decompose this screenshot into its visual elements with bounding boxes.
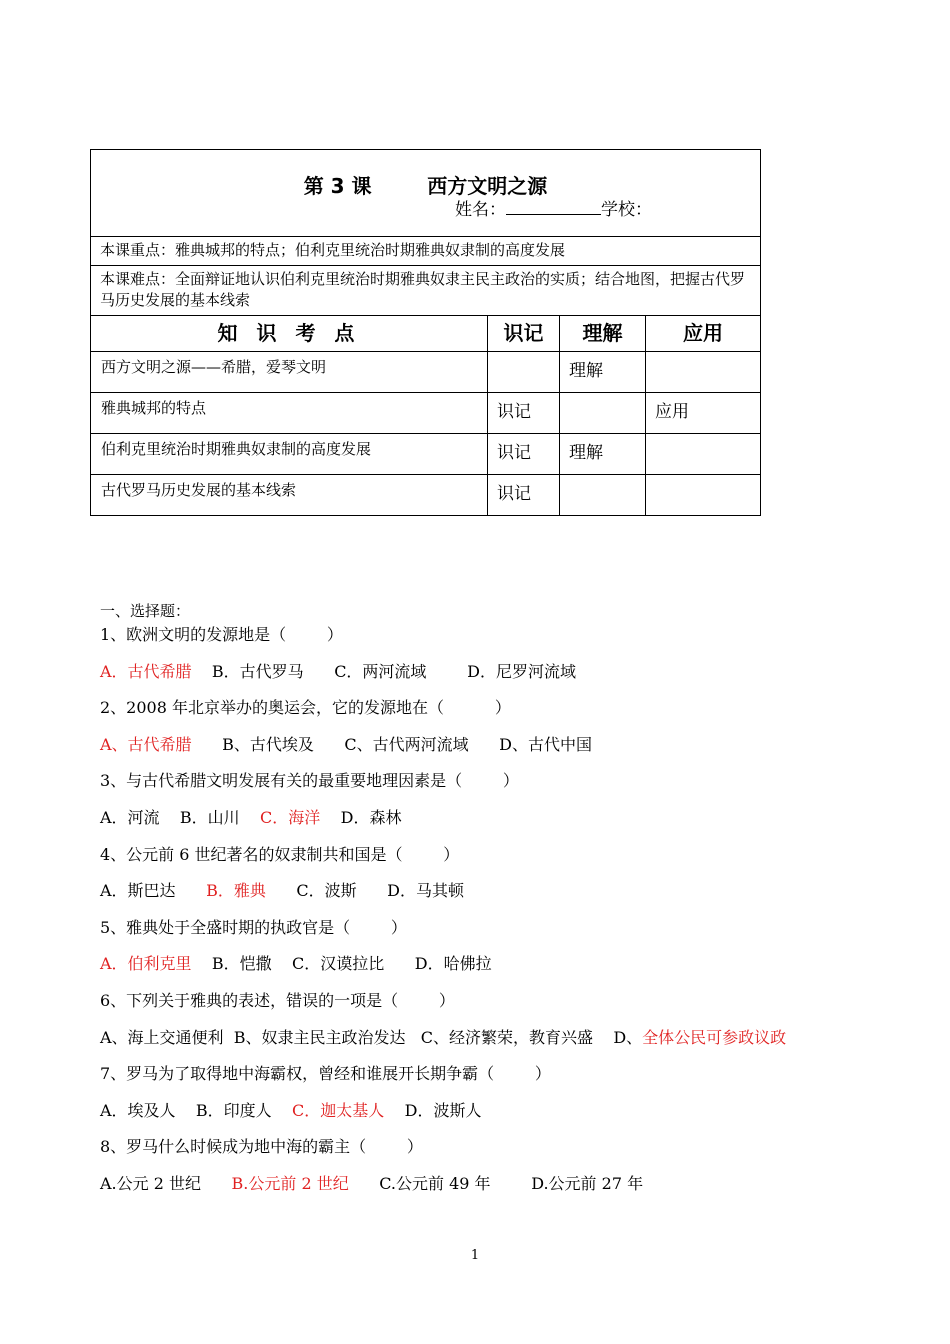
header-memorize: 识记 <box>488 316 560 352</box>
page-number: 1 <box>470 1248 480 1263</box>
memorize-cell <box>488 352 560 393</box>
understand-cell: 理解 <box>560 434 646 475</box>
correct-answer-option: 全体公民可参政议政 <box>642 1027 787 1047</box>
question-text: 2、2008 年北京举办的奥运会，它的发源地在（ ） <box>100 698 511 718</box>
options-line <box>100 1100 786 1137</box>
table-row <box>91 475 761 516</box>
school-label: 学校： <box>601 200 652 220</box>
header-row <box>91 150 761 237</box>
apply-cell <box>646 475 761 516</box>
section-title: 一、选择题： <box>100 602 191 620</box>
memorize-cell: 识记 <box>488 393 560 434</box>
table-row <box>91 352 761 393</box>
focus-text: 本课重点：雅典城邦的特点；伯利克里统治时期雅典奴隶制的高度发展 <box>91 237 761 266</box>
question-text: 7、罗马为了取得地中海霸权，曾经和谁展开长期争霸（ ） <box>100 1064 551 1084</box>
correct-answer-option: A．伯利克里 <box>100 954 192 974</box>
table-row <box>91 393 761 434</box>
answer-option: C．波斯 D．马其顿 <box>265 881 464 901</box>
answer-option: A．埃及人 B．印度人 <box>100 1100 293 1120</box>
correct-answer-option: A、古代希腊 <box>100 734 192 754</box>
question-text: 8、罗马什么时候成为地中海的霸主（ ） <box>100 1137 423 1157</box>
answer-option: B．古代罗马 <box>191 661 304 681</box>
question-text: 4、公元前 6 世纪著名的奴隶制共和国是（ ） <box>100 844 460 864</box>
question-text: 1、欧洲文明的发源地是（ ） <box>100 625 343 644</box>
question-text: 5、雅典处于全盛时期的执政官是（ ） <box>100 917 407 937</box>
options-line <box>100 953 786 990</box>
answer-option: A．斯巴达 <box>100 881 207 901</box>
memorize-cell: 识记 <box>488 434 560 475</box>
correct-answer-option: B.公元前 2 世纪 <box>231 1173 349 1193</box>
options-line <box>100 661 786 698</box>
options-line <box>100 880 786 917</box>
header-understand: 理解 <box>560 316 646 352</box>
understand-cell <box>560 393 646 434</box>
knowledge-point: 西方文明之源——希腊，爱琴文明 <box>91 352 488 393</box>
options-line <box>100 1173 786 1210</box>
answer-option: A．河流 B．山川 <box>100 807 261 827</box>
correct-answer-option: C．海洋 <box>260 807 321 827</box>
question-section <box>100 600 786 1210</box>
answer-option: C、古代两河流域 <box>313 734 469 754</box>
correct-answer-option: B．雅典 <box>206 881 266 901</box>
answer-option: D．尼罗河流域 <box>426 661 576 681</box>
table-header-row <box>91 316 761 352</box>
correct-answer-option: C．迦太基人 <box>292 1100 385 1120</box>
focus-row <box>91 237 761 266</box>
question-text: 6、下列关于雅典的表述，错误的一项是（ ） <box>100 990 455 1010</box>
understand-cell <box>560 475 646 516</box>
answer-option: A.公元 2 世纪 <box>100 1173 232 1193</box>
answer-option: D．波斯人 <box>384 1100 482 1120</box>
answer-option: D．森林 <box>320 807 402 827</box>
lesson-table <box>90 149 761 516</box>
options-line <box>100 1027 786 1064</box>
name-school-line <box>455 195 652 220</box>
apply-cell <box>646 434 761 475</box>
correct-answer-option: A．古代希腊 <box>100 661 192 681</box>
header-cell <box>91 150 761 237</box>
answer-option: D、古代中国 <box>468 734 592 754</box>
apply-cell: 应用 <box>646 393 761 434</box>
table-row <box>91 434 761 475</box>
answer-option: B、古代埃及 <box>191 734 314 754</box>
answer-option: A、海上交通便利 B、奴隶主民主政治发达 C、经济繁荣，教育兴盛 D、 <box>100 1027 643 1047</box>
header-apply: 应用 <box>646 316 761 352</box>
memorize-cell: 识记 <box>488 475 560 516</box>
question-text: 3、与古代希腊文明发展有关的最重要地理因素是（ ） <box>100 771 519 791</box>
difficulty-text: 本课难点：全面辩证地认识伯利克里统治时期雅典奴隶主民主政治的实质；结合地图，把握古代罗马历史发展的基本线索 <box>91 266 761 316</box>
lesson-title: 第 3 课 西方文明之源 <box>303 174 548 198</box>
name-label: 姓名： <box>455 200 506 220</box>
difficulty-row <box>91 266 761 316</box>
options-line <box>100 734 786 771</box>
answer-option: B．恺撒 C．汉谟拉比 D．哈佛拉 <box>191 954 492 974</box>
answer-option: C.公元前 49 年 D.公元前 27 年 <box>348 1173 644 1193</box>
knowledge-point: 古代罗马历史发展的基本线索 <box>91 475 488 516</box>
options-line <box>100 807 786 844</box>
header-knowledge: 知 识 考 点 <box>91 316 488 352</box>
answer-option: C．两河流域 <box>303 661 427 681</box>
understand-cell: 理解 <box>560 352 646 393</box>
name-blank-field[interactable] <box>506 200 601 215</box>
knowledge-point: 雅典城邦的特点 <box>91 393 488 434</box>
apply-cell <box>646 352 761 393</box>
knowledge-point: 伯利克里统治时期雅典奴隶制的高度发展 <box>91 434 488 475</box>
